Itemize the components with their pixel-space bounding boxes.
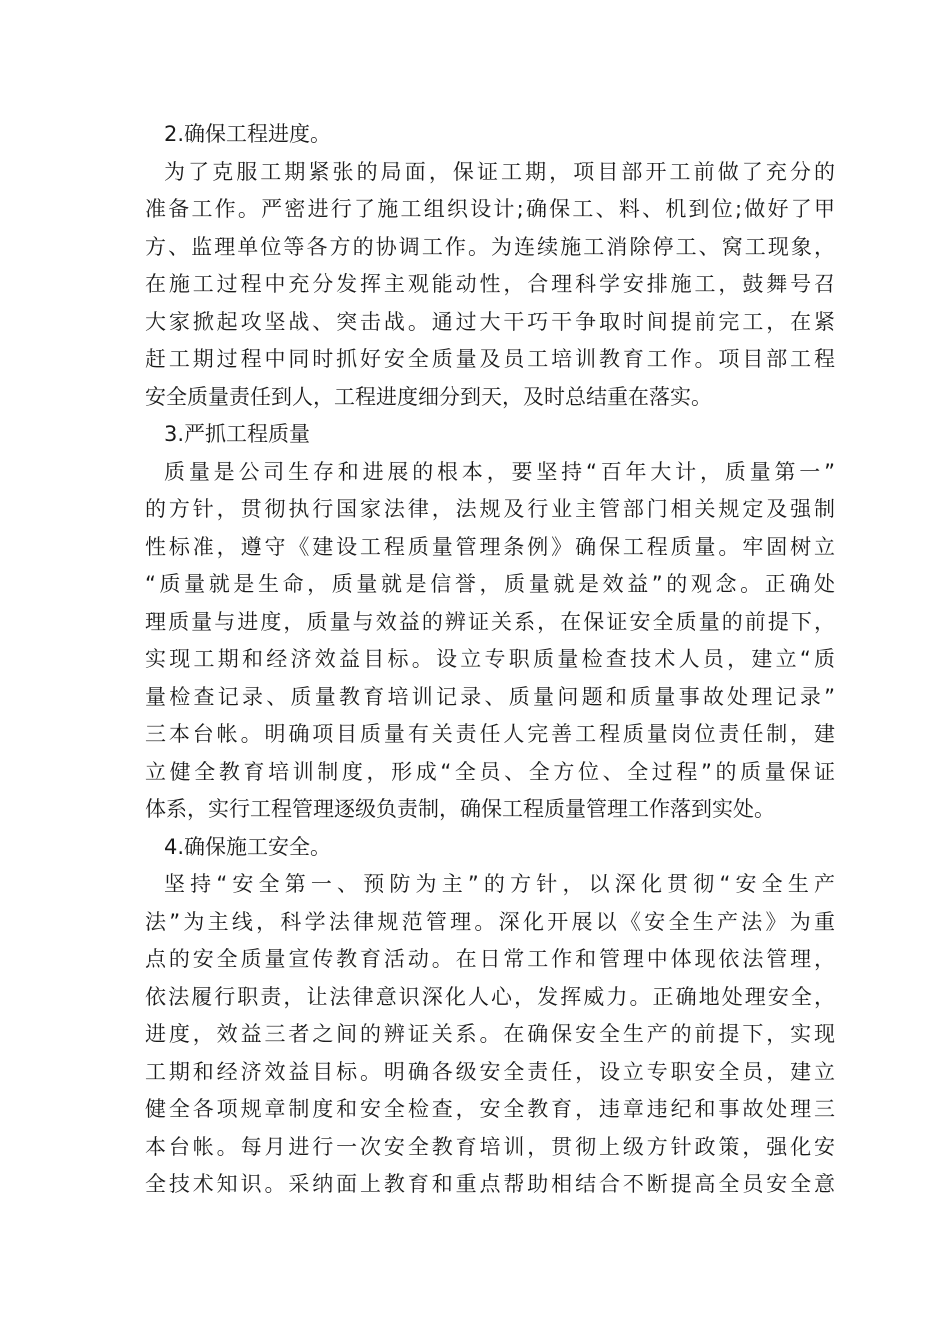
paragraph-line: “质量就是生命，质量就是信誉，质量就是效益”的观念。正确处 xyxy=(145,572,835,596)
paragraph-line: 工期和经济效益目标。明确各级安全责任，设立专职安全员，建立 xyxy=(145,1059,835,1084)
paragraph-line: 依法履行职责，让法律意识深化人心，发挥威力。正确地处理安全， xyxy=(145,984,835,1009)
paragraph-line: 的方针，贯彻执行国家法律，法规及行业主管部门相关规定及强制 xyxy=(145,497,835,521)
paragraph-line: 理质量与进度，质量与效益的辨证关系，在保证安全质量的前提下， xyxy=(145,609,835,634)
paragraph-line: 体系，实行工程管理逐级负责制，确保工程质量管理工作落到实处。 xyxy=(145,797,775,821)
paragraph-line: 进度，效益三者之间的辨证关系。在确保安全生产的前提下，实现 xyxy=(145,1022,835,1046)
paragraph-line: 三本台帐。明确项目质量有关责任人完善工程质量岗位责任制，建 xyxy=(145,722,835,746)
paragraph-line: 坚持“安全第一、预防为主”的方针，以深化贯彻“安全生产 xyxy=(164,872,835,896)
paragraph-line: 大家掀起攻坚战、突击战。通过大干巧干争取时间提前完工，在紧 xyxy=(145,309,835,334)
paragraph-line: 安全质量责任到人，工程进度细分到天，及时总结重在落实。 xyxy=(145,384,712,409)
paragraph-line: 准备工作。严密进行了施工组织设计;确保工、料、机到位;做好了甲 xyxy=(145,197,835,221)
paragraph-line: 赶工期过程中同时抓好安全质量及员工培训教育工作。项目部工程 xyxy=(145,347,835,371)
paragraph-line: 为了克服工期紧张的局面，保证工期，项目部开工前做了充分的 xyxy=(164,159,835,184)
section-heading-quality: 3.严抓工程质量 xyxy=(164,422,311,446)
paragraph-line: 点的安全质量宣传教育活动。在日常工作和管理中体现依法管理， xyxy=(145,947,835,971)
paragraph-line: 全技术知识。采纳面上教育和重点帮助相结合不断提高全员安全意 xyxy=(145,1172,835,1196)
paragraph-line: 量检查记录、质量教育培训记录、质量问题和质量事故处理记录” xyxy=(145,684,835,709)
document-body xyxy=(145,116,835,1204)
paragraph-line: 健全各项规章制度和安全检查，安全教育，违章违纪和事故处理三 xyxy=(145,1097,835,1121)
paragraph-line: 方、监理单位等各方的协调工作。为连续施工消除停工、窝工现象， xyxy=(145,234,835,259)
section-heading-safety: 4.确保施工安全。 xyxy=(164,834,332,859)
paragraph-line: 实现工期和经济效益目标。设立专职质量检查技术人员，建立“质 xyxy=(145,647,835,671)
paragraph-line: 在施工过程中充分发挥主观能动性，合理科学安排施工，鼓舞号召 xyxy=(145,272,835,296)
section-heading-schedule: 2.确保工程进度。 xyxy=(164,122,332,146)
paragraph-line: 本台帐。每月进行一次安全教育培训，贯彻上级方针政策，强化安 xyxy=(145,1134,835,1159)
paragraph-line: 立健全教育培训制度，形成“全员、全方位、全过程”的质量保证 xyxy=(145,759,835,784)
paragraph-line: 法”为主线，科学法律规范管理。深化开展以《安全生产法》为重 xyxy=(145,909,835,934)
paragraph-line: 性标准，遵守《建设工程质量管理条例》确保工程质量。牢固树立 xyxy=(145,534,835,559)
paragraph-line: 质量是公司生存和进展的根本，要坚持“百年大计，质量第一” xyxy=(164,459,835,484)
